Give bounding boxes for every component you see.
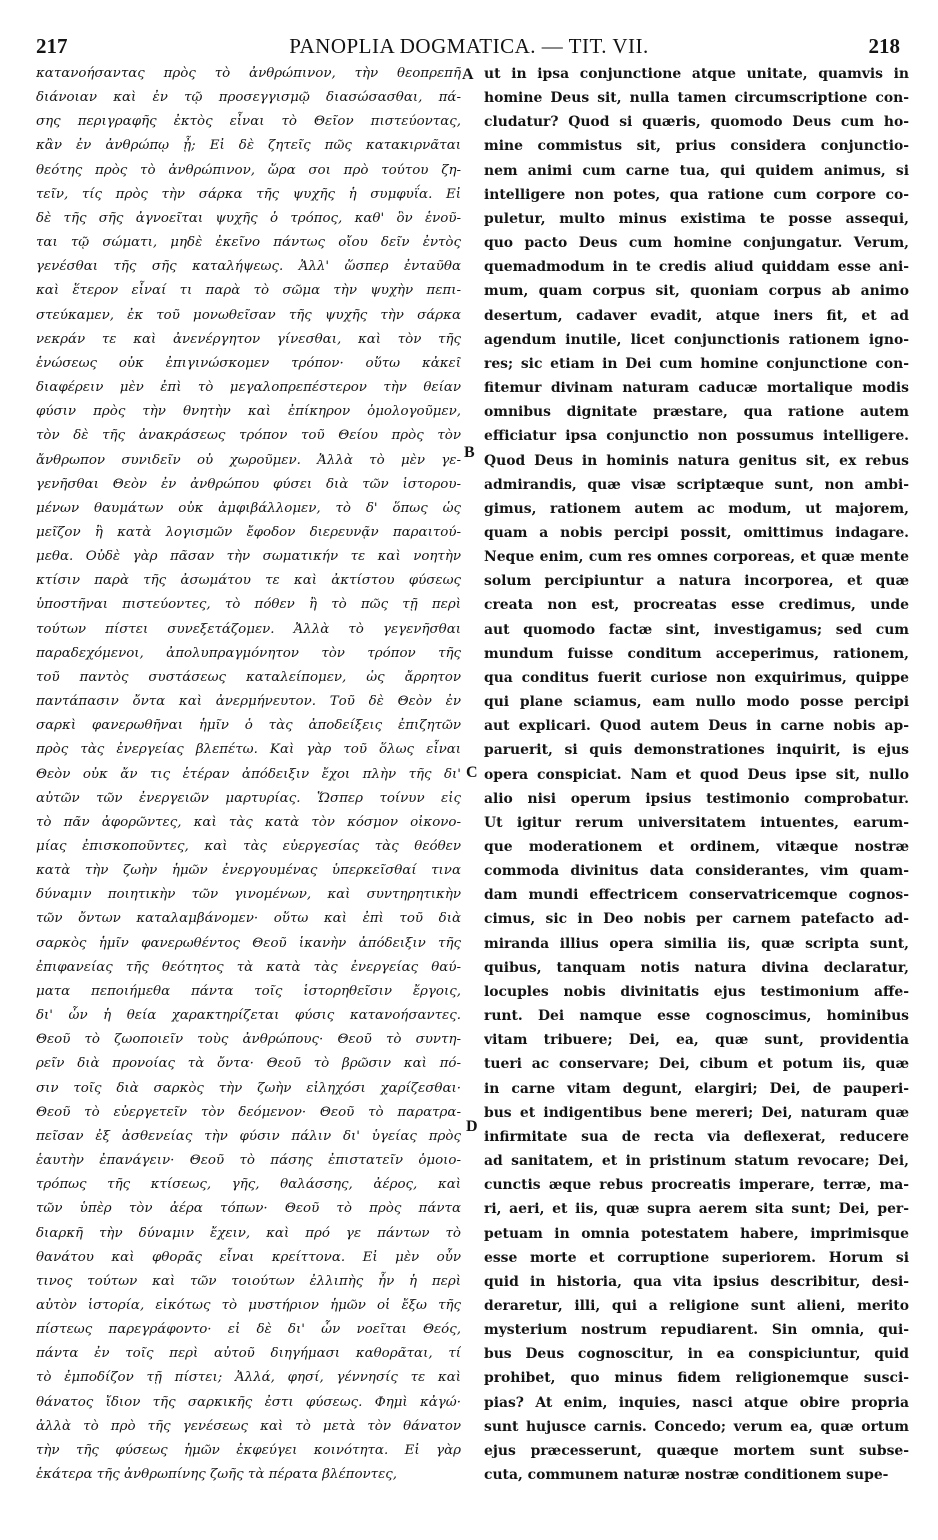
greek-text-line: Θεοῦ τὸ εὐεργετεῖν τὸν δεόμενον· Θεοῦ τὸ παρατρα- <box>36 1104 461 1120</box>
page-number-left: 217 <box>36 34 68 58</box>
greek-text-line: μεθα. Οὐδὲ γὰρ πᾶσαν τὴν σωματικήν τε καὶ νοητὴν <box>36 549 461 565</box>
greek-text-line: ματα πεποιήμεθα πάντα τοῖς ἱστορηθεῖσιν ἔργοις, <box>36 983 461 999</box>
section-marker-b: B <box>464 444 475 461</box>
greek-text-line: τεῖν, τίς πρὸς τὴν σάρκα τῆς ψυχῆς ἡ συμφυΐα. Εἰ <box>36 186 461 202</box>
greek-text-line: θανάτου καὶ φθορᾶς εἶναι κρείττονα. Εἰ μὲν οὖν <box>36 1249 461 1265</box>
greek-text-line: δὲ τῆς σῆς ἀγνοεῖται ψυχῆς ὁ τρόπος, καθ' ὃν ἑνοῦ- <box>36 210 461 226</box>
greek-text-line: μεῖζον ἢ κατὰ λογισμῶν ἔφοδον διερευνᾷν παραιτού- <box>36 524 461 540</box>
greek-text-line: τῶν ὄντων καταλαμβάνομεν· οὕτω καὶ ἐπὶ τοῦ διὰ <box>36 911 461 927</box>
greek-text-line: κατὰ τὴν ζωὴν ἡμῶν ἐνεργουμένας ὑπερκεῖσθαί τινα <box>36 863 461 879</box>
greek-text-line: μένων θαυμάτων οὐκ ἀμφιβάλλομεν, τὸ δ' ὅπως ὡς <box>36 500 461 516</box>
latin-text-line: Ut igitur rerum universitatem intuentes, earum- <box>484 814 909 831</box>
greek-text-line: ἐπιφανείας τῆς θεότητος τὰ κατὰ τὰς ἐνεργείας θαύ- <box>36 959 461 975</box>
greek-text-line: τοῦ παντὸς συστάσεως καταλείπομεν, ὡς ἄρρητον <box>36 669 461 685</box>
greek-text-line: ἑκάτερα τῆς ἀνθρωπίνης ζωῆς τὰ πέρατα βλέποντες, <box>36 1467 398 1483</box>
latin-text-line: Quod Deus in hominis natura genitus sit, ex rebus <box>484 452 909 469</box>
latin-text-line: cludatur? Quod si quæris, quomodo Deus cum ho- <box>484 114 909 131</box>
greek-text-line: ὑποστῆναι πιστεύοντες, τὸ πόθεν ἢ τὸ πῶς τῇ περὶ <box>36 597 461 613</box>
latin-text-line: efficiatur ipsa conjunctio non possumus intelligere. <box>484 428 909 445</box>
latin-text-line: desertum, cadaver evadit, atque iners fit, et ad <box>484 307 909 324</box>
latin-text-line: paruerit, si quis demonstrationes inquirit, is ejus <box>484 742 909 759</box>
greek-text-line: ται τῷ σώματι, μηδὲ ἐκεῖνο πάντως οἴου δεῖν ἐντὸς <box>36 235 461 251</box>
greek-text-line: διάνοιαν καὶ ἐν τῷ προσεγγισμῷ διασώσασθαι, πά- <box>36 90 461 106</box>
greek-text-line: σαρκὸς ἡμῖν φανερωθέντος Θεοῦ ἱκανὴν ἀπόδειξιν τῆς <box>36 935 461 951</box>
greek-text-line: νεκράν τε καὶ ἀνενέργητον γίνεσθαι, καὶ τὸν τῆς <box>36 331 461 347</box>
greek-text-line: ἄνθρωπον συνιδεῖν οὐ χωροῦμεν. Ἀλλὰ τὸ μὲν γε- <box>36 452 461 468</box>
greek-text-line: τῶν ὑπὲρ τὸν ἀέρα τόπων· Θεοῦ τὸ πρὸς πάντα <box>36 1201 461 1217</box>
latin-text-line: locuples nobis divinitatis ejus testimonium affe- <box>484 983 909 1000</box>
greek-text-line: ἑαυτὴν ἐπανάγειν· Θεοῦ τὸ πάσης ἐπιστατεῖν ὁμοιο- <box>36 1153 461 1169</box>
greek-text-line: ρεῖν διὰ προνοίας τὰ ὄντα· Θεοῦ τὸ βρῶσιν καὶ πό- <box>36 1056 461 1072</box>
latin-text-line: vitam tribuere; Dei, ea, quæ sunt, providentia <box>484 1032 909 1049</box>
latin-text-line: opera conspiciat. Nam et quod Deus ipse sit, nullo <box>484 766 909 783</box>
latin-text-line: cimus, sic in Deo nobis per carnem patefacto ad- <box>484 911 909 928</box>
latin-text-line: nem animi cum carne tua, qui quidem animus, si <box>484 162 909 179</box>
greek-text-line: τούτων πίστει συνεξετάζομεν. Ἀλλὰ τὸ γεγενῆσθαι <box>36 621 461 637</box>
greek-text-line: αὐτῶν τῶν ἐνεργειῶν μαρτυρίας. Ὥσπερ τοίνυν εἰς <box>36 790 461 806</box>
running-title: PANOPLIA DOGMATICA. — TIT. VII. <box>289 34 649 58</box>
latin-text-line: esse morte et corruptione superiorem. Horum si <box>484 1249 909 1266</box>
greek-text-line: κἂν ἐν ἀνθρώπῳ ᾖ; Εἰ δὲ ζητεῖς πῶς κατακιρνᾶται <box>36 138 461 154</box>
greek-text-line: τὸ πᾶν ἀφορῶντες, καὶ τὰς κατὰ τὸν κόσμον οἰκονο- <box>36 814 461 830</box>
latin-text-line: Neque enim, cum res omnes corporeas, et quæ mente <box>484 549 909 566</box>
greek-text-line: φύσιν πρὸς τὴν θνητὴν καὶ ἐπίκηρον ὁμολογοῦμεν, <box>36 404 461 420</box>
greek-column <box>36 62 461 1487</box>
greek-text-line: τὸν δὲ τῆς ἀνακράσεως τρόπον τοῦ Θείου πρὸς τὸν <box>36 428 461 444</box>
latin-text-line: res; sic etiam in Dei cum homine conjunctione con- <box>484 355 909 372</box>
greek-text-line: παντάπασιν ὄντα καὶ ἀνερμήνευτον. Τοῦ δὲ Θεὸν ἐν <box>36 694 461 710</box>
latin-text-line: intelligere non potes, qua ratione cum corpore co- <box>484 186 909 203</box>
latin-text-line: ri, aeri, et iis, quæ supra aerem sita sunt; Dei, per- <box>484 1201 909 1218</box>
latin-text-line: mysterium nostrum repudiarent. Sin omnia, qui- <box>484 1322 909 1339</box>
greek-text-line: διαφέρειν μὲν ἐπὶ τὸ μεγαλοπρεπέστερον τὴν θείαν <box>36 380 461 396</box>
greek-text-line: γενῆσθαι Θεὸν ἐν ἀνθρώπου φύσει διὰ τῶν ἱστορου- <box>36 476 461 492</box>
latin-text-line: ut in ipsa conjunctione atque unitate, quamvis in <box>484 66 909 82</box>
greek-text-line: κτίσιν παρὰ τῆς ἀσωμάτου τε καὶ ἀκτίστου φύσεως <box>36 573 461 589</box>
latin-text-line: omnibus dignitate præstare, qua ratione autem <box>484 404 909 421</box>
latin-text-line: tueri ac conservare; Dei, cibum et potum iis, quæ <box>484 1056 909 1073</box>
latin-text-line: puletur, multo minus existima te posse assequi, <box>484 210 909 227</box>
latin-text-line: fitemur divinam naturam caducæ mortalique modis <box>484 380 909 397</box>
latin-text-line: bus et indigentibus bene mereri; Dei, naturam quæ <box>484 1104 909 1121</box>
latin-text-line: mundum fuisse conditum acceperimus, rationem, <box>484 645 909 662</box>
latin-text-line: agendum inutile, licet conjunctionis rationem igno- <box>484 331 909 348</box>
greek-text-line: πάντα ἐν τοῖς περὶ αὐτοῦ διηγήμασι καθορᾶται, τί <box>36 1346 461 1362</box>
greek-text-line: Θεοῦ τὸ ζωοποιεῖν τοὺς ἀνθρώπους· Θεοῦ τὸ συντη- <box>36 1032 461 1048</box>
greek-text-line: σιν τοῖς διὰ σαρκὸς τὴν ζωὴν εἰληχόσι χαρίζεσθαι· <box>36 1080 461 1096</box>
latin-text-line: bus Deus cognoscitur, in ea conspiciuntur, quid <box>484 1346 909 1363</box>
latin-text-line: solum percipiuntur a natura incorporea, et quæ <box>484 573 909 590</box>
greek-text-line: καὶ ἕτερον εἶναί τι παρὰ τὸ σῶμα τὴν ψυχὴν πεπι- <box>36 283 461 299</box>
latin-column <box>484 62 909 1487</box>
greek-text-line: πίστεως παρεγράφοντο· εἰ δὲ δι' ὧν νοεῖται Θεός, <box>36 1322 461 1338</box>
latin-text-line: ad sanitatem, et in pristinum statum revocare; Dei, <box>484 1153 909 1170</box>
greek-text-line: θεότης πρὸς τὸ ἀνθρώπινον, ὥρα σοι πρὸ τούτου ζη- <box>36 162 461 178</box>
latin-text-line: que moderationem et ordinem, vitæque nostræ <box>484 839 909 855</box>
latin-text-line: sunt hujusce carnis. Concedo; verum ea, quæ ortum <box>484 1418 909 1435</box>
page-header <box>0 34 938 64</box>
section-marker-d: D <box>466 1118 478 1135</box>
latin-text-line: homine Deus sit, nulla tamen circumscriptione con- <box>484 90 909 107</box>
latin-text-line: quibus, tanquam notis natura divina declaratur, <box>484 959 909 976</box>
latin-text-line: gimus, rationem autem ac modum, ut majorem, <box>484 500 909 517</box>
latin-text-line: quemadmodum in te credis aliud quiddam esse ani- <box>484 259 909 276</box>
greek-text-line: πρὸς τὰς ἐνεργείας βλεπέτω. Καὶ γὰρ τοῦ ὅλως εἶναι <box>36 742 461 758</box>
latin-text-line: petuam in omnia potestatem habere, imprimisque <box>484 1225 909 1242</box>
latin-text-line: qua conditus fuerit curiose non exquirimus, quippe <box>484 669 909 686</box>
greek-text-line: σης περιγραφῆς ἐκτὸς εἶναι τὸ Θεῖον πιστεύοντας, <box>36 114 461 130</box>
latin-text-line: pias? At enim, inquies, nasci atque obire propria <box>484 1394 909 1411</box>
greek-text-line: σαρκὶ φανερωθῆναι ἡμῖν ὁ τὰς ἀποδείξεις ἐπιζητῶν <box>36 718 461 734</box>
greek-text-line: κατανοήσαντας πρὸς τὸ ἀνθρώπινον, τὴν θεοπρεπῆ <box>36 66 461 81</box>
latin-text-line: quam a nobis percipi possit, omittimus indagare. <box>484 524 909 541</box>
latin-text-line: runt. Dei namque esse cognoscimus, hominibus <box>484 1008 909 1025</box>
greek-text-line: θάνατος ἴδιον τῆς σαρκικῆς ἐστι φύσεως. Φημὶ κἀγώ· <box>36 1394 461 1410</box>
latin-text-line: ejus præcesserunt, quæque mortem sunt subse- <box>484 1442 909 1459</box>
greek-text-line: στεύκαμεν, ἐκ τοῦ μονωθεῖσαν τῆς ψυχῆς τὴν σάρκα <box>36 307 461 323</box>
greek-text-line: μίας ἐπισκοποῦντες, καὶ τὰς εὐεργεσίας τὰς θεόθεν <box>36 839 461 854</box>
greek-text-line: παραδεχόμενοι, ἀπολυπραγμόνητον τὸν τρόπον τῆς <box>36 645 461 661</box>
latin-text-line: quo pacto Deus cum homine conjungatur. Verum, <box>484 235 909 252</box>
latin-text-line: infirmitate sua de recta via deflexerat, reducere <box>484 1128 909 1145</box>
section-marker-a: A <box>462 66 474 83</box>
greek-text-line: πεῖσαν ἐξ ἀσθενείας τὴν φύσιν πάλιν δι' ὑγείας πρὸς <box>36 1128 461 1144</box>
latin-text-line: deraretur, illi, qui a religione sunt alieni, merito <box>484 1297 909 1314</box>
latin-text-line: mine commistus sit, prius considera conjunctio- <box>484 138 909 155</box>
latin-text-line: admirandis, quæ visæ scriptæque sunt, non ambi- <box>484 476 909 493</box>
greek-text-line: δύναμιν ποιητικὴν τῶν γινομένων, καὶ συντηρητικὴν <box>36 887 461 903</box>
greek-text-line: αὐτὸν ἱστορία, εἰκότως τὸ μυστήριον ἡμῶν οἱ ἔξω τῆς <box>36 1297 461 1313</box>
greek-text-line: γενέσθαι τῆς σῆς καταλήψεως. Ἀλλ' ὥσπερ ἐνταῦθα <box>36 259 461 275</box>
latin-text-line: in carne vitam degunt, elargiri; Dei, de pauperi- <box>484 1080 909 1097</box>
greek-text-line: τινος τούτων καὶ τῶν τοιούτων ἐλλιπὴς ἦν ἡ περὶ <box>36 1273 461 1289</box>
latin-text-line: commoda divinitus data considerantes, vim quam- <box>484 863 909 880</box>
latin-text-line: quid in historia, qua vita ipsius describitur, desi- <box>484 1273 909 1290</box>
latin-text-line: alio nisi operum ipsius testimonio comprobatur. <box>484 790 909 807</box>
latin-text-line: aut explicari. Quod autem Deus in carne nobis ap- <box>484 718 909 735</box>
greek-text-line: ἀλλὰ τὸ πρὸ τῆς γενέσεως καὶ τὸ μετὰ τὸν θάνατον <box>36 1418 461 1434</box>
greek-text-line: δι' ὧν ἡ θεία χαρακτηρίζεται φύσις κατανοήσαντες. <box>36 1008 461 1024</box>
page-number-right: 218 <box>868 34 900 58</box>
latin-text-line: mum, quam corpus sit, quoniam corpus ab animo <box>484 283 909 300</box>
greek-text-line: Θεὸν οὐκ ἄν τις ἑτέραν ἀπόδειξιν ἔχοι πλὴν τῆς δι' <box>36 766 461 782</box>
latin-text-line: miranda illius opera similia iis, quæ scripta sunt, <box>484 935 909 952</box>
latin-text-line: creata non est, procreatas esse credimus, unde <box>484 597 909 614</box>
latin-text-line: prohibet, quo minus fidem religionemque susci- <box>484 1370 909 1387</box>
greek-text-line: τὸ ἐμποδίζον τῇ πίστει; Ἀλλά, φησί, γέννησίς τε καὶ <box>36 1370 461 1386</box>
latin-text-line: dam mundi effectricem conservatricemque cognos- <box>484 887 909 904</box>
latin-text-line: qui plane sciamus, eam nullo modo posse percipi <box>484 694 909 711</box>
latin-text-line: aut quomodo factæ sint, investigamus; sed cum <box>484 621 909 638</box>
latin-text-line: cuta, communem naturæ nostræ conditionem supe- <box>484 1467 889 1484</box>
greek-text-line: τὴν τῆς φύσεως ἡμῶν ἐκφεύγει κοινότητα. Εἰ γὰρ <box>36 1442 461 1458</box>
greek-text-line: τρόπως τῆς κτίσεως, γῆς, θαλάσσης, ἀέρος, καὶ <box>36 1177 461 1193</box>
greek-text-line: διαρκῆ τὴν δύναμιν ἔχειν, καὶ πρό γε πάντων τὸ <box>36 1225 461 1241</box>
latin-text-line: cunctis æque rebus procreatis imperare, terræ, ma- <box>484 1177 909 1194</box>
section-marker-c: C <box>466 764 478 781</box>
greek-text-line: ἑνώσεως οὐκ ἐπιγινώσκομεν τρόπον· οὕτω κἀκεῖ <box>36 355 461 371</box>
